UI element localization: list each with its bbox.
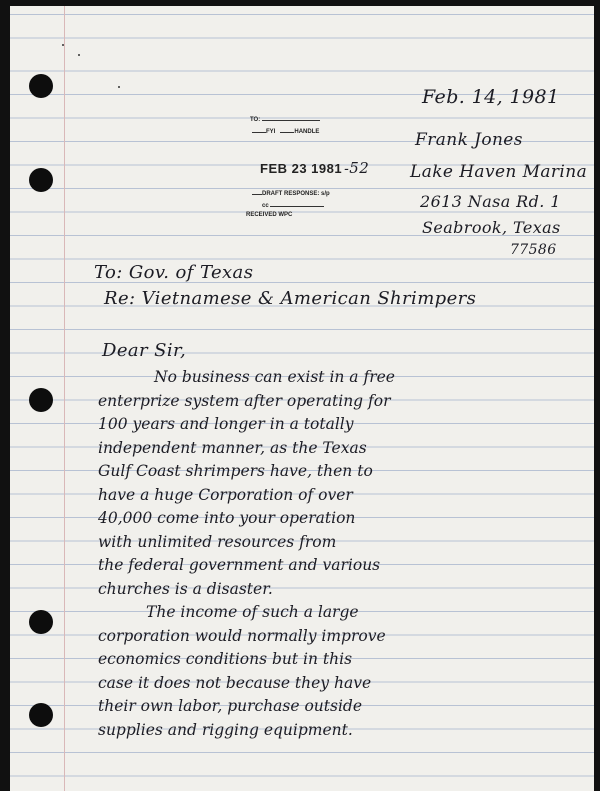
draft-line [252,188,262,195]
stamp-handle-label: HANDLE [294,129,320,135]
letter-body [98,366,538,742]
stamp-draft-label: DRAFT RESPONSE: s/p [262,191,330,197]
body-line: case it does not because they have [98,673,372,692]
body-line: 40,000 come into your operation [98,509,356,527]
letter-date: Feb. 14, 1981 [422,86,560,108]
stamp-draft [252,188,330,197]
body-line: have a huge Corporation of over [98,485,353,504]
stamp-to [250,114,320,123]
stamp-received [246,212,292,218]
body-line: their own labor, purchase outside [98,697,363,715]
letter-page [10,6,594,791]
re-line: Re: Vietnamese & American Shrimpers [104,288,477,309]
body-line: independent manner, as the Texas [98,438,367,457]
body-line: Gulf Coast shrimpers have, then to [98,462,373,480]
body-line: economics conditions but in this [98,650,353,668]
body-line: churches is a disaster. [98,579,273,598]
stamp-handwritten-code: 52 [349,159,370,177]
fyi-line [252,126,266,133]
stamp-received-date: FEB 23 1981 [260,161,343,176]
binder-hole [29,703,53,727]
sender-name: Frank Jones [415,130,523,150]
cc-line [270,200,324,207]
speck [118,86,120,88]
stamp-received-date-row: FEB 23 1981 -52 [260,159,370,177]
body-line: supplies and rigging equipment. [98,720,353,739]
sender-business: Lake Haven Marina [410,162,588,182]
stamp-cc [262,200,324,209]
sender-zip: 77586 [510,242,557,258]
body-line: 100 years and longer in a totally [98,415,354,433]
binder-hole [29,388,53,412]
binder-hole [29,168,53,192]
body-line: with unlimited resources from [98,532,337,551]
stamp-to-line [262,114,320,121]
sender-city: Seabrook, Texas [422,218,561,237]
body-line: corporation would normally improve [98,626,386,645]
speck [78,54,80,56]
body-line: the federal government and various [98,556,381,574]
stamp-fyi-handle [252,126,319,135]
body-line: No business can exist in a free [154,368,395,386]
to-line: To: Gov. of Texas [94,262,254,283]
stamp-to-label: TO: [250,117,261,123]
binder-hole [29,74,53,98]
margin-line [64,6,65,791]
binder-hole [29,610,53,634]
sender-street: 2613 Nasa Rd. 1 [420,192,561,211]
stamp-received-label: RECEIVED WPC [246,212,293,218]
stamp-cc-label: cc [262,203,269,209]
body-line: The income of such a large [146,603,359,621]
body-line: enterprize system after operating for [98,391,391,410]
speck [62,44,64,46]
handle-line [280,126,294,133]
stamp-fyi-label: FYI [266,129,276,135]
salutation: Dear Sir, [102,340,187,361]
